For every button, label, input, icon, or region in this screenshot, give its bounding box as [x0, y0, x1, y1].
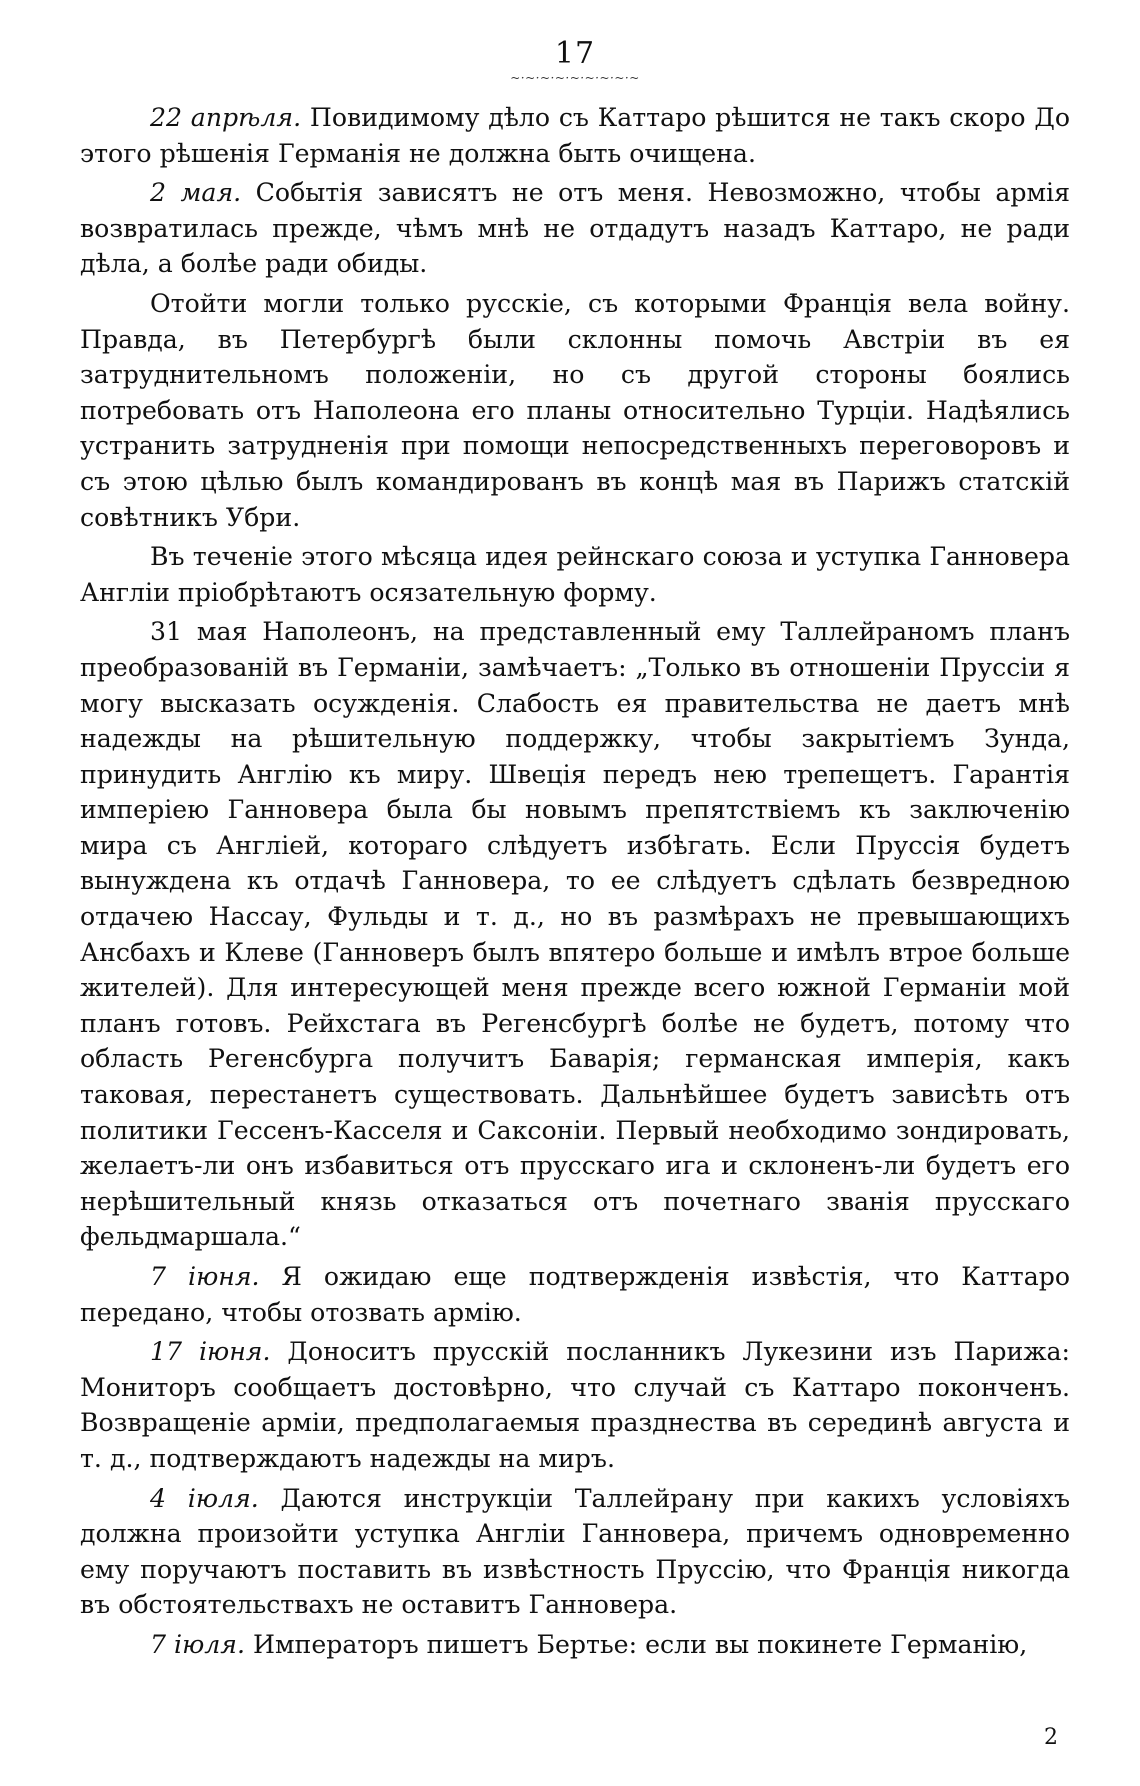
paragraph-text: 31 мая Наполеонъ, на представленный ему Таллейраномъ планъ преобразованій въ Германіи, замѣчаетъ: „Только въ отношеніи Пруссіи я могу высказать осужденія. Слабость ея правительства не даетъ мнѣ надежды на рѣшительную поддержку, чтобы закрытіемъ Зунда, принудить Англію къ миру. Швеція передъ нею трепещетъ. Гарантія имперіею Ганновера была бы новымъ препятствіемъ къ заключенію мира съ Англіей, котораго слѣдуетъ избѣгать. Если Пруссія будетъ вынуждена къ отдачѣ Ганновера, то ее слѣдуетъ сдѣлать безвредною отдачею Нассау, Фульды и т. д., но въ размѣрахъ не превышающихъ Ансбахъ и Клеве (Ганноверъ былъ впятеро больше и имѣлъ втрое больше жителей). Для интересующей меня прежде всего южной Германіи мой планъ готовъ. Рейхстага въ Регенсбургѣ болѣе не будетъ, потому что область Регенсбурга получитъ Баварія; германская имперія, какъ таковая, перестанетъ существовать. Дальнѣйшее будетъ зависѣть отъ политики Гессенъ-Касселя и Саксоніи. Первый необходимо зондировать, желаетъ-ли онъ избавиться отъ прусскаго ига и склоненъ-ли будетъ его нерѣшительный князь отказаться отъ почетнаго званія прусскаго фельдмаршала.“	[80, 617, 1070, 1252]
entry-date: 7 іюня.	[150, 1262, 260, 1291]
entry-date: 2 мая.	[150, 178, 242, 208]
paragraph-22-april	[80, 100, 1070, 171]
page-number: 17	[554, 36, 596, 71]
entry-text: Событія зависятъ не отъ меня. Невозможно, чтобы армія возвратилась прежде, чѣмъ мнѣ не отдадутъ назадъ Каттаро, не ради дѣла, а болѣе ради обиды.	[80, 178, 1070, 279]
paragraph-russians	[80, 286, 1070, 535]
paragraph-text: Въ теченіе этого мѣсяца идея рейнскаго союза и уступка Ганновера Англіи пріобрѣтаютъ осязательную форму.	[80, 542, 1070, 607]
paragraph-17-june	[80, 1334, 1070, 1476]
document-page	[80, 30, 1070, 1770]
signature-mark: 2	[1044, 1725, 1058, 1750]
entry-date: 17 іюня.	[150, 1337, 271, 1367]
paragraph-text: Отойти могли только русскіе, съ которыми Франція вела войну. Правда, въ Петербургѣ были склонны помочь Австріи въ ея затруднительномъ положеніи, но съ другой стороны боялись потребовать отъ Наполеона его планы относительно Турціи. Надѣялись устранить затрудненія при помощи непосредственныхъ переговоровъ и съ этою цѣлью былъ командированъ въ концѣ мая въ Парижъ статскій совѣтникъ Убри.	[80, 288, 1070, 532]
entry-text: Доноситъ прусскій посланникъ Лукезини изъ Парижа: Мониторъ сообщаетъ достовѣрно, что случай съ Каттаро поконченъ. Возвращеніе арміи, предполагаемыя празднества въ серединѣ августа и т. д., подтверждаютъ надежды на миръ.	[80, 1337, 1071, 1473]
paragraph-31-may	[80, 614, 1070, 1255]
entry-text: Даются инструкціи Таллейрану при какихъ условіяхъ должна произойти уступка Англіи Ганновера, причемъ одновременно ему поручаютъ поставить въ извѣстность Пруссію, что Франція никогда въ обстоятельствахъ не оставитъ Ганновера.	[80, 1483, 1070, 1620]
paragraph-2-may	[80, 175, 1070, 282]
page-header	[80, 30, 1070, 100]
entry-date: 22 апрѣля.	[150, 103, 302, 132]
paragraph-4-july	[80, 1481, 1070, 1623]
paragraph-7-june	[80, 1259, 1070, 1330]
paragraph-7-july	[80, 1627, 1070, 1663]
paragraph-rhine-union	[80, 539, 1070, 610]
entry-text: Императоръ пишетъ Бертье: если вы покинете Германію,	[244, 1629, 1028, 1659]
entry-text: Я ожидаю еще подтвержденія извѣстія, что Каттаро передано, чтобы отозвать армію.	[80, 1262, 1070, 1327]
body-text	[80, 100, 1070, 1663]
entry-date: 7 іюля.	[150, 1629, 245, 1659]
entry-text: Повидимому дѣло съ Каттаро рѣшится не такъ скоро До этого рѣшенія Германія не должна быть очищена.	[80, 103, 1070, 168]
entry-date: 4 іюля.	[150, 1483, 259, 1513]
header-ornament: ~·~·~·~·~·~·~·~·~	[510, 71, 640, 85]
